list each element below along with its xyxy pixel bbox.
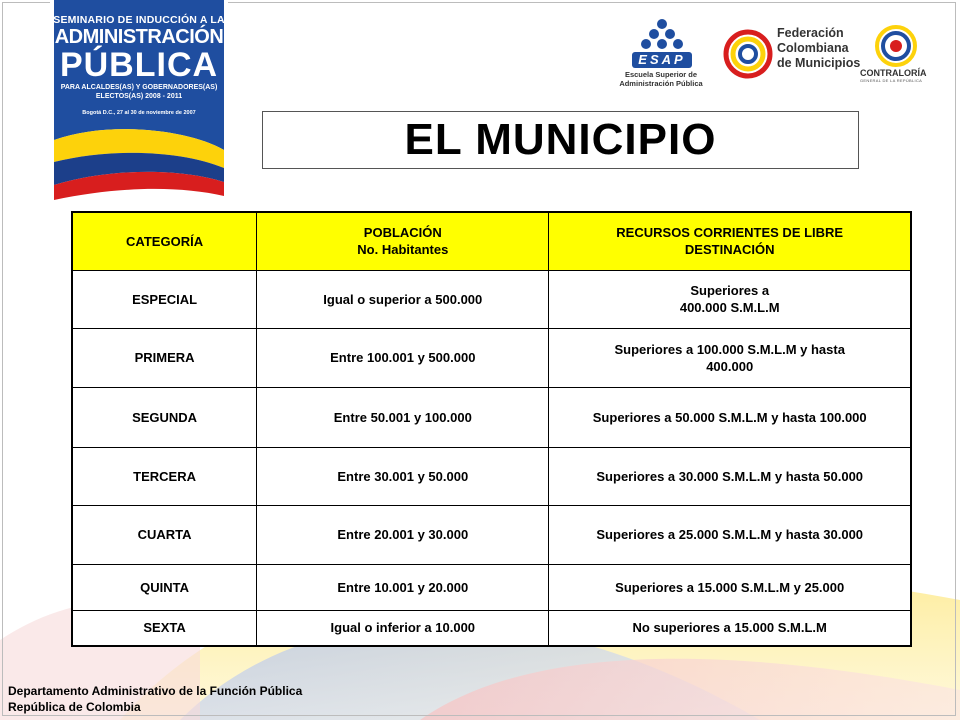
header-recursos-line-1: RECURSOS CORRIENTES DE LIBRE (616, 225, 844, 241)
cell-recursos: Superiores a 30.000 S.M.L.M y hasta 50.000 (549, 447, 911, 505)
cell-categoria: QUINTA (72, 564, 257, 610)
header-recursos-line-2: DESTINACIÓN (684, 242, 775, 258)
table-row (72, 328, 911, 387)
esap-caption (606, 70, 716, 88)
footer (8, 683, 302, 715)
cell-categoria: ESPECIAL (72, 270, 257, 328)
municipio-categories-table (71, 211, 912, 647)
cell-recursos: No superiores a 15.000 S.M.L.M (549, 610, 911, 646)
page-title: EL MUNICIPIO (404, 115, 717, 164)
cell-poblacion: Igual o superior a 500.000 (257, 270, 549, 328)
table-header-row (72, 212, 911, 270)
table-row (72, 387, 911, 447)
cell-recursos (549, 328, 911, 387)
cell-categoria: CUARTA (72, 505, 257, 564)
table-row (72, 447, 911, 505)
banner-line-5: Bogotá D.C., 27 al 30 de noviembre de 2007 (82, 110, 196, 116)
esap-caption-line-2: Administración Pública (619, 79, 703, 88)
cell-recursos-line-2: 400.000 S.M.L.M (679, 300, 780, 315)
cell-poblacion: Entre 10.001 y 20.000 (257, 564, 549, 610)
header-poblacion-line-1: POBLACIÓN (363, 225, 442, 241)
cell-poblacion: Entre 30.001 y 50.000 (257, 447, 549, 505)
contraloria-logo-icon (874, 24, 918, 68)
table-row (72, 610, 911, 646)
header-categoria: CATEGORÍA (72, 212, 257, 270)
cell-recursos-line-2: 400.000 (706, 358, 754, 374)
footer-line-1: Departamento Administrativo de la Función Pública (8, 684, 303, 698)
fcm-line-3: de Municipios (777, 56, 861, 70)
fcm-logo-text (777, 26, 860, 71)
header-recursos (549, 212, 911, 270)
banner-line-4: PARA ALCALDES(AS) Y GOBERNADORES(AS) ELECTOS(AS) 2008 - 2011 (60, 84, 218, 100)
table-row (72, 505, 911, 564)
title-box (262, 111, 859, 169)
fcm-line-2: Colombiana (777, 41, 849, 55)
cell-recursos-line-1: Superiores a (690, 283, 770, 298)
cell-categoria: PRIMERA (72, 328, 257, 387)
cell-poblacion: Entre 50.001 y 100.000 (257, 387, 549, 447)
header-poblacion (257, 212, 549, 270)
table-row (72, 564, 911, 610)
cell-recursos: Superiores a 15.000 S.M.L.M y 25.000 (549, 564, 911, 610)
banner-line-1: SEMINARIO DE INDUCCIÓN A LA (53, 14, 225, 26)
table-row (72, 270, 911, 328)
cell-poblacion: Entre 100.001 y 500.000 (257, 328, 549, 387)
cell-recursos-line-1: Superiores a 100.000 S.M.L.M y hasta (614, 341, 845, 357)
cell-categoria: TERCERA (72, 447, 257, 505)
cell-recursos: Superiores a 50.000 S.M.L.M y hasta 100.000 (549, 387, 911, 447)
header-poblacion-line-2: No. Habitantes (357, 242, 449, 258)
footer-line-2: República de Colombia (8, 700, 141, 714)
cell-recursos: Superiores a 25.000 S.M.L.M y hasta 30.000 (549, 505, 911, 564)
cell-categoria: SEXTA (72, 610, 257, 646)
banner-line-3: PÚBLICA (59, 46, 219, 84)
esap-word: ESAP (638, 52, 686, 67)
banner-line-2: ADMINISTRACIÓN (54, 26, 224, 48)
contraloria-subtext: GENERAL DE LA REPÚBLICA (860, 78, 923, 83)
fcm-logo-icon (722, 28, 774, 80)
contraloria-text: CONTRALORÍA (860, 68, 927, 78)
cell-poblacion: Entre 20.001 y 30.000 (257, 505, 549, 564)
fcm-line-1: Federación (777, 26, 844, 40)
cell-categoria: SEGUNDA (72, 387, 257, 447)
cell-poblacion: Igual o inferior a 10.000 (257, 610, 549, 646)
cell-recursos (549, 270, 911, 328)
esap-caption-line-1: Escuela Superior de (624, 70, 698, 79)
